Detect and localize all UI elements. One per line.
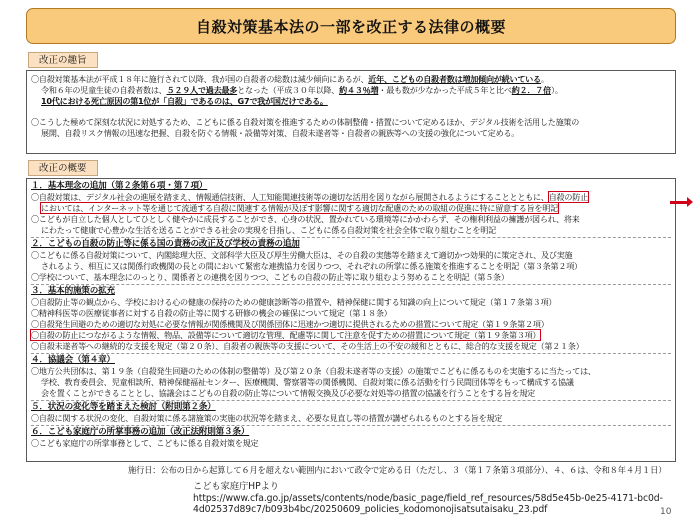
overview-6-line-1: 〇こども家庭庁の所掌事務として、こどもに係る自殺対策を規定 xyxy=(31,438,259,448)
overview-2-line-1: 〇こどもに係る自殺対策について、内閣総理大臣、文部科学大臣及び厚生労働大臣は、その自殺の実態等を踏まえて適切かつ効果的に策定され、及び実施 xyxy=(31,250,573,260)
purpose-line-1: 〇自殺対策基本法が平成１８年に施行されて以降、我が国の自殺者の総数は減少傾向にあるが、近年、こどもの自殺者数は増加傾向が続いている。 xyxy=(31,74,549,84)
divider xyxy=(31,400,671,401)
overview-3-line-5: 〇自殺未遂者等への継続的な支援を規定（第２０条）、自殺者の親族等の支援について、その生活上の不安の緩和とともに、総合的な支援を規定（第２１条） xyxy=(31,341,584,351)
purpose-line-3: 10代における死亡原因の第1位が「自殺」であるのは、G7で我が国だけである。 xyxy=(41,96,328,106)
overview-1-line-4: にわたって健康で心豊かな生活を送ることができる社会の実現を目指し、こどもに係る自殺対策を社会全体で取り組むことを明記 xyxy=(41,225,496,235)
overview-heading-5: ５．状況の変化等を踏まえた検討（附則第２条） xyxy=(31,402,216,412)
overview-3-line-4: 〇自殺の防止につながるような情報、物品、設備等について適切な管理、配慮等に関して注意を促すための措置について規定（第１９条第３項） xyxy=(31,330,541,340)
overview-box xyxy=(26,178,676,462)
divider xyxy=(31,353,671,354)
overview-1-line-1: 〇自殺対策は、デジタル社会の進展を踏まえ、情報通信技術、人工知能関連技術等の適切な活用を図りながら展開されるようにすることとともに、自殺の防止 xyxy=(31,192,588,202)
divider xyxy=(31,284,671,285)
overview-heading-4: ４．協議会（第４章） xyxy=(31,355,115,365)
overview-4-line-1: 〇地方公共団体は、第１９条（自殺発生回避のための体制の整備等）及び第２０条（自殺未遂者等の支援）の施策でこどもに係るものを実施するに当たっては、 xyxy=(31,366,596,376)
overview-5-line-1: 〇自殺に関する状況の変化、自殺対策に係る諸施策の実施の状況等を踏まえ、必要な見直し等の措置が講ぜられるものとする旨を規定 xyxy=(31,413,503,423)
overview-heading-6: ６．こども家庭庁の所掌事務の追加（改正法附則第３条） xyxy=(31,427,250,437)
slide-title: 自殺対策基本法の一部を改正する法律の概要 xyxy=(26,8,676,44)
purpose-label: 改正の趣旨 xyxy=(28,52,98,68)
divider xyxy=(31,237,671,238)
overview-4-line-2: 学校、教育委員会、児童相談所、精神保健福祉センター、医療機関、警察署等の関係機関、自殺対策に係る活動を行う民間団体等をもって構成する協議 xyxy=(41,377,574,387)
source-url-line-1: https://www.cfa.go.jp/assets/contents/node/basic_page/field_ref_resources/58d5e45b-0e25-4171-bc0d- xyxy=(193,492,663,504)
overview-heading-3: ３．基本的施策の拡充 xyxy=(31,286,115,296)
overview-2-line-3: 〇学校について、基本理念にのっとり、関係者との連携を図りつつ、こどもの自殺の防止等に取り組むよう努めることを明記（第５条） xyxy=(31,272,509,282)
overview-3-line-3: 〇自殺発生回避のための適切な対処に必要な情報が関係機関及び関係団体に迅速かつ適切に提供されるための措置について規定（第１９条第２項） xyxy=(31,319,549,329)
divider xyxy=(31,425,671,426)
source-citation xyxy=(193,481,663,516)
source-line-1: こども家庭庁HPより xyxy=(193,481,279,492)
overview-heading-1: １．基本理念の追加（第２条第６項・第７項） xyxy=(31,181,208,191)
overview-1-line-2: においては、インターネット等を通じて流通する自殺に関連する情報が及ぼす影響に関する適切な配慮のための取組の促進に特に留意する旨を明記 xyxy=(41,203,558,213)
overview-label: 改正の概要 xyxy=(28,160,98,176)
overview-3-line-2: 〇精神科医等の医療従事者に対する自殺の防止等に関する研修の機会の確保について規定（第１８条） xyxy=(31,308,392,318)
source-url-line-2: 4d02537d89c7/b093b4bc/20250609_policies_kodomonojisatsutaisaku_23.pdf xyxy=(193,504,548,515)
purpose-line-2: 令和６年の児童生徒の自殺者数は、５２９人で過去最多となった（平成３０年以降、約４３％増・最も数が少なかった平成５年と比べ約２．７倍）。 xyxy=(41,85,563,95)
enforcement-date: 施行日：公布の日から起算して６月を超えない範囲内において政令で定める日（ただし、３（第１７条第３項部分）、４、６は、令和８年４月１日） xyxy=(128,465,667,475)
overview-3-line-1: 〇自殺防止等の観点から、学校における心の健康の保持のための健康診断等の措置や、精神保健に関する知識の向上について規定（第１７条第３項） xyxy=(31,297,557,307)
slide xyxy=(26,8,676,478)
purpose-line-5: 展開、自殺リスク情報の迅速な把握、自殺を防ぐる情報・設備等対策、自殺未遂者等・自殺者の親族等への支援の強化について定める。 xyxy=(41,128,520,138)
purpose-line-4: 〇こうした極めて深刻な状況に対処するため、こどもに係る自殺対策を推進するための体制整備・措置について定めるほか、デジタル技術を活用した施策の xyxy=(31,117,580,127)
purpose-box xyxy=(26,70,676,154)
overview-2-line-2: されるよう、相互に又は関係行政機関の長との間において緊密な連携協力を図りつつ、それぞれの所掌に係る施策を推進することを明記（第３条第２項） xyxy=(41,261,582,271)
overview-heading-2: ２．こどもの自殺の防止等に係る国の責務の改正及び学校の責務の追加 xyxy=(31,239,300,249)
page-number: 10 xyxy=(660,507,672,517)
red-arrow-icon xyxy=(670,201,688,204)
overview-4-line-3: 会を置くことができることとし、協議会はこどもの自殺の防止等について情報交換及び必要な対処等の措置の協議を行うことをする旨を規定 xyxy=(41,388,535,398)
overview-1-line-3: 〇こどもが自立した個人としてひとしく健やかに成長することができ、心身の状況、置かれている環境等にかかわらず、その権利利益の擁護が図られ、将来 xyxy=(31,214,580,224)
